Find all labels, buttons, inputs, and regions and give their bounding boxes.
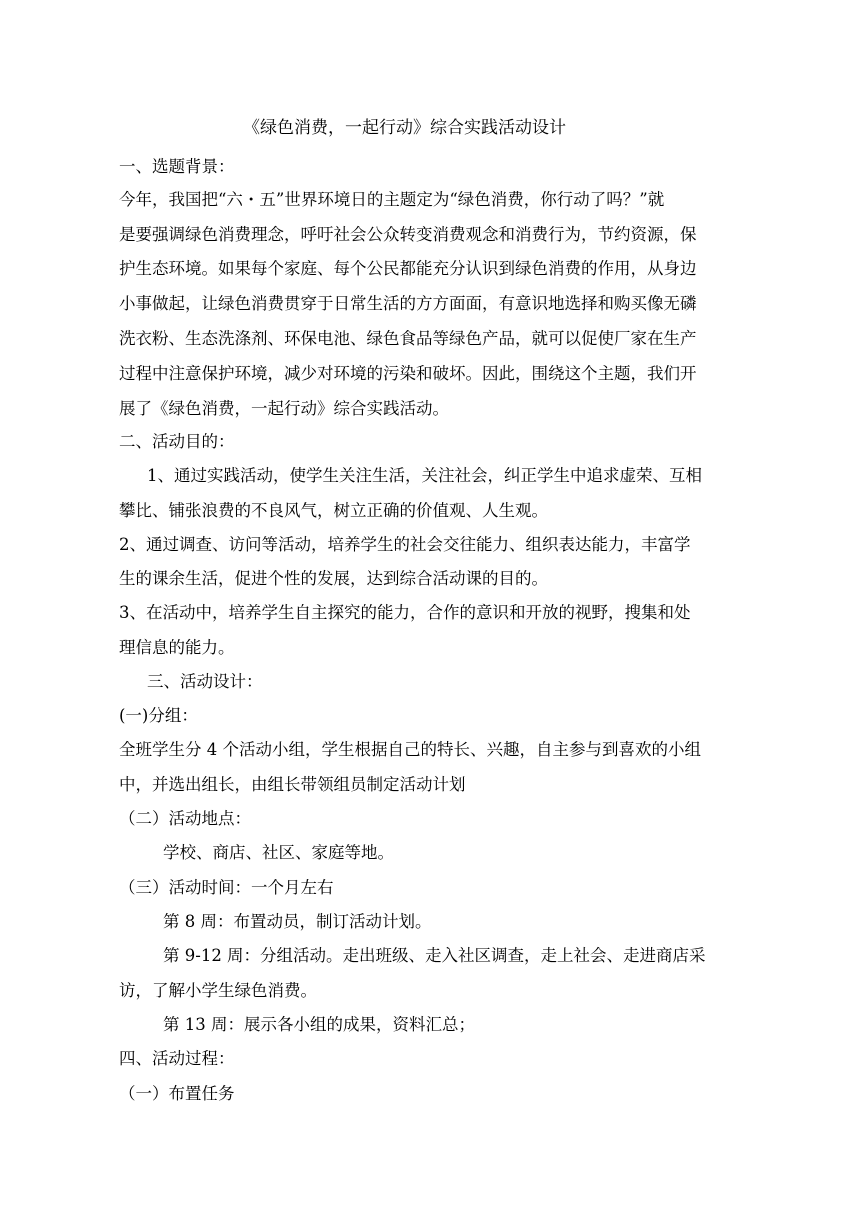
subheading-location: （二）活动地点：: [119, 809, 251, 828]
paragraph-line: 护生态环境。如果每个家庭、每个公民都能充分认识到绿色消费的作用，从身边: [119, 259, 697, 278]
paragraph-line: 展了《绿色消费，一起行动》综合实践活动。: [119, 399, 449, 418]
paragraph-line: 全班学生分 4 个活动小组，学生根据自己的特长、兴趣，自主参与到喜欢的小组: [119, 740, 701, 759]
paragraph-line: 中，并选出组长，由组长带领组员制定活动计划: [119, 775, 466, 794]
paragraph-line: 学校、商店、社区、家庭等地。: [163, 843, 394, 862]
subheading-assign-task: （一）布置任务: [119, 1084, 235, 1103]
schedule-line: 第 8 周：布置动员，制订活动计划。: [163, 912, 432, 931]
paragraph-line: 1、通过实践活动，使学生关注生活，关注社会，纠正学生中追求虚荣、互相: [147, 466, 702, 485]
section-heading-process: 四、活动过程：: [119, 1049, 235, 1068]
section-heading-purpose: 二、活动目的：: [119, 432, 235, 451]
paragraph-line: 攀比、铺张浪费的不良风气，树立正确的价值观、人生观。: [119, 501, 548, 520]
paragraph-line: 是要强调绿色消费理念，呼吁社会公众转变消费观念和消费行为，节约资源，保: [119, 225, 697, 244]
section-heading-design: 三、活动设计：: [147, 672, 263, 691]
schedule-line: 访，了解小学生绿色消费。: [119, 981, 317, 1000]
paragraph-line: 3、在活动中，培养学生自主探究的能力，合作的意识和开放的视野，搜集和处: [119, 603, 691, 622]
paragraph-line: 过程中注意保护环境，减少对环境的污染和破坏。因此，围绕这个主题，我们开: [119, 364, 697, 383]
paragraph-line: 理信息的能力。: [119, 638, 235, 657]
paragraph-line: 生的课余生活，促进个性的发展，达到综合活动课的目的。: [119, 569, 548, 588]
document-title: 《绿色消费，一起行动》综合实践活动设计: [243, 118, 566, 138]
subheading-time: （三）活动时间：一个月左右: [119, 878, 334, 897]
section-heading-background: 一、选题背景：: [119, 157, 235, 176]
schedule-line: 第 13 周：展示各小组的成果，资料汇总；: [163, 1015, 475, 1034]
schedule-line: 第 9-12 周：分组活动。走出班级、走入社区调查，走上社会、走进商店采: [163, 946, 706, 965]
paragraph-line: 2、通过调查、访问等活动，培养学生的社会交往能力、组织表达能力，丰富学: [119, 535, 691, 554]
subheading-grouping: (一)分组：: [119, 706, 198, 725]
paragraph-line: 洗衣粉、生态洗涤剂、环保电池、绿色食品等绿色产品，就可以促使厂家在生产: [119, 329, 697, 348]
paragraph-line: 小事做起，让绿色消费贯穿于日常生活的方方面面，有意识地选择和购买像无磷: [119, 294, 697, 313]
paragraph-line: 今年，我国把“六・五”世界环境日的主题定为“绿色消费，你行动了吗？”就: [119, 190, 665, 209]
